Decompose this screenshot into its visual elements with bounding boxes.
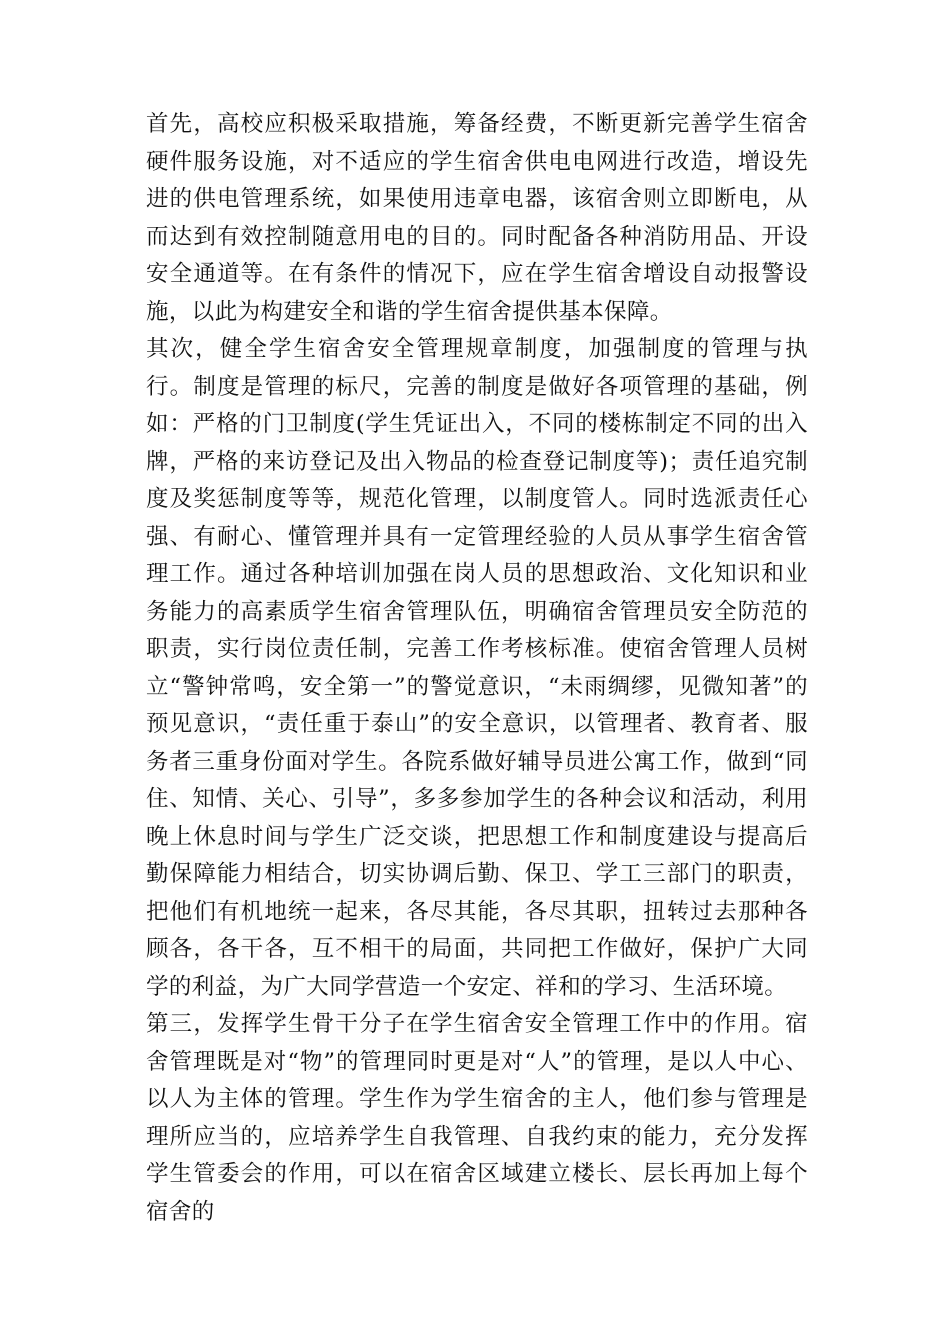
paragraph-management-rules: 其次，健全学生宿舍安全管理规章制度，加强制度的管理与执行。制度是管理的标尺，完善的制度是做好各项管理的基础，例如：严格的门卫制度(学生凭证出入，不同的楼栋制定不同的出入牌，严格的来访登记及出入物品的检查登记制度等)；责任追究制度及奖惩制度等等，规范化管理，以制度管人。同时选派责任心强、有耐心、懂管理并具有一定管理经验的人员从事学生宿舍管理工作。通过各种培训加强在岗人员的思想政治、文化知识和业务能力的高素质学生宿舍管理队伍，明确宿舍管理员安全防范的职责，实行岗位责任制，完善工作考核标准。使宿舍管理人员树立“警钟常鸣，安全第一”的警觉意识，“未雨绸缪，见微知著”的预见意识，“责任重于泰山”的安全意识，以管理者、教育者、服务者三重身份面对学生。各院系做好辅导员进公寓工作，做到“同住、知情、关心、引导”，多多参加学生的各种会议和活动，利用晚上休息时间与学生广泛交谈，把思想工作和制度建设与提高后勤保障能力相结合，切实协调后勤、保卫、学工三部门的职责，把他们有机地统一起来，各尽其能，各尽其职，扭转过去那种各顾各，各干各，互不相干的局面，共同把工作做好，保护广大同学的利益，为广大同学营造一个安定、祥和的学习、生活环境。 — [146, 336, 808, 1000]
paragraph-student-backbone: 第三，发挥学生骨干分子在学生宿舍安全管理工作中的作用。宿舍管理既是对“物”的管理同时更是对“人”的管理，是以人中心、以人为主体的管理。学生作为学生宿舍的主人，他们参与管理是理所应当的，应培养学生自我管理、自我约束的能力，充分发挥学生管委会的作用，可以在宿舍区域建立楼长、层长再加上每个宿舍的 — [146, 1011, 808, 1225]
document-page — [146, 106, 808, 1231]
paragraph-hardware-facilities: 首先，高校应积极采取措施，筹备经费，不断更新完善学生宿舍硬件服务设施，对不适应的学生宿舍供电电网进行改造，增设先进的供电管理系统，如果使用违章电器，该宿舍则立即断电，从而达到有效控制随意用电的目的。同时配备各种消防用品、开设安全通道等。在有条件的情况下，应在学生宿舍增设自动报警设施，以此为构建安全和谐的学生宿舍提供基本保障。 — [146, 111, 808, 325]
